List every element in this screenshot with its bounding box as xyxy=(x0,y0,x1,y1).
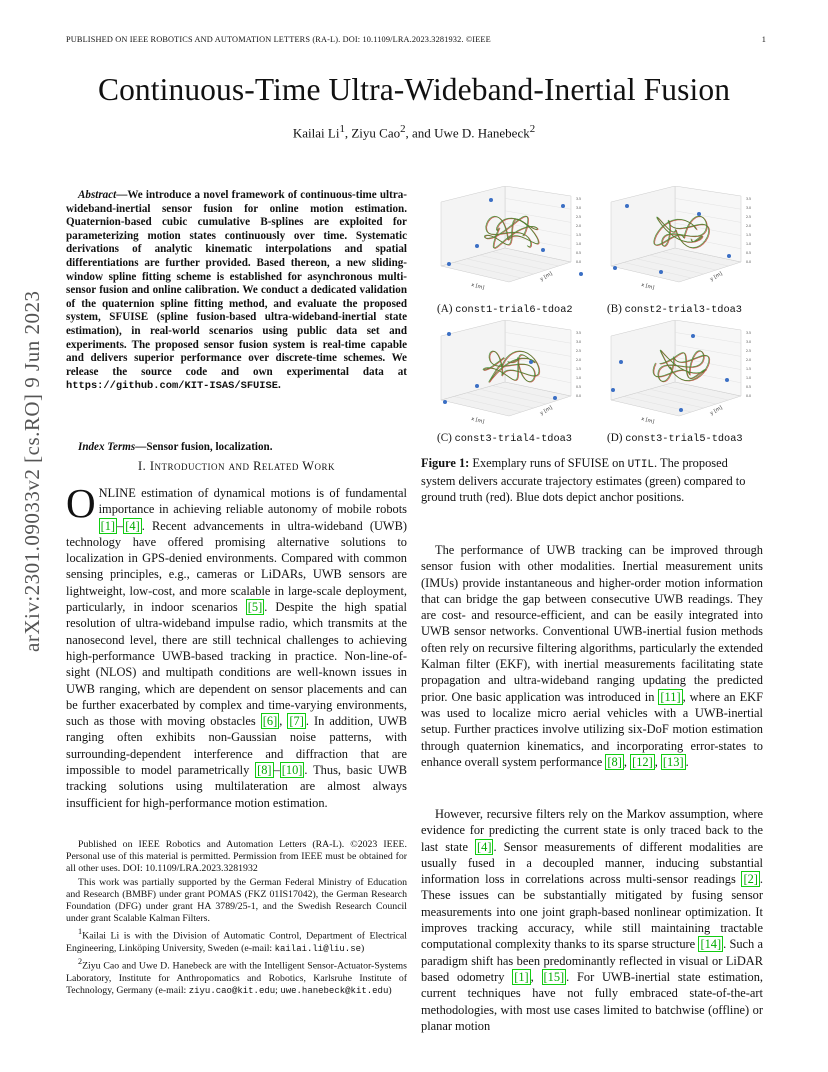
intro-text: – xyxy=(117,518,124,533)
author-3: Uwe D. Hanebeck xyxy=(434,125,530,141)
z-tick-label: 1.5 xyxy=(576,233,582,237)
body-text: The performance of UWB tracking can be improved through sensor fusion with other modalities. Inertial measurement units (IMUs) provide instantaneous and higher-order motion information that can bridge the gap between consecutive UWB readings. They are cost- and resource-efficient, and can be easily integrated into UWB sensor networks. Conventional UWB-inertial fusion methods often rely on recursive filtering algorithms, particularly the extended Kalman filter (EKF), with inertial measurements facilitating state propagation and ultra-wideband ranging updating the predicted prior. One basic application was introduced in xyxy=(421,543,763,704)
intro-text: . In addition, UWB ranging often exhibits non-Gaussian noise patterns, with surrounding-dependent interference and diffraction that are impossible to model parametrically xyxy=(66,714,407,778)
citation-link[interactable]: [7] xyxy=(289,714,304,729)
caption-label: Figure 1: xyxy=(421,456,470,470)
index-terms-text: —Sensor fusion, localization. xyxy=(135,441,273,453)
anchor-point xyxy=(619,360,623,364)
footnote-text: Ziyu Cao and Uwe D. Hanebeck are with the Intelligent Sensor-Actuator-Systems Laboratory, Institute for Anthropomatics and Robotics, Karlsruhe Institute of Technology, Germany (e-mail: xyxy=(66,960,407,996)
panel-name: const1-trial6-tdoa2 xyxy=(455,304,573,316)
z-tick-label: 2.0 xyxy=(746,224,752,228)
footnote-affil-1 xyxy=(66,926,407,955)
panel-label-b xyxy=(607,303,742,316)
panel-tag: (D) xyxy=(607,432,623,444)
drop-cap: O xyxy=(66,480,96,526)
z-tick-label: 0.0 xyxy=(576,260,582,264)
citation-link[interactable]: [1] xyxy=(100,518,116,533)
z-tick-label: 1.5 xyxy=(576,367,582,371)
footnote-marker: 1 xyxy=(78,927,83,937)
intro-paragraph xyxy=(66,480,407,811)
intro-text: . Despite the high spatial resolution of ultra-wideband impulse radio, which transmits at the nanosecond level, there are still technical challenges to achieving high-performance UWB-based tracking in practice. Non-line-of-sight (NLOS) and multipath conditions are well-known issues in UWB ranging, which are dependent on sensor placements and can be further exacerbated by complex and time-varying environments, such as those with moving obstacles xyxy=(66,600,407,729)
z-tick-label: 0.5 xyxy=(746,251,752,255)
z-tick-label: 3.0 xyxy=(746,340,752,344)
z-tick-label: 3.5 xyxy=(746,197,752,201)
footnote-text: Kailai Li is with the Division of Automatic Control, Department of Electrical Engineering, Linköping University, Sweden (e-mail: xyxy=(66,930,407,954)
z-tick-label: 1.0 xyxy=(746,242,752,246)
z-tick-label: 0.5 xyxy=(576,385,582,389)
body-text: . Such a paradigm shift has been predominantly reflected in visual or LiDAR based odometry xyxy=(421,937,764,984)
footnote-marker: 2 xyxy=(78,957,83,967)
z-tick-label: 2.5 xyxy=(746,215,752,219)
body-paragraph xyxy=(421,542,763,770)
citation-link[interactable]: [14] xyxy=(700,937,722,952)
footnotes xyxy=(66,839,407,998)
anchor-point xyxy=(447,332,451,336)
citation-link[interactable]: [8] xyxy=(607,754,622,769)
figure-caption xyxy=(421,455,763,505)
body-text: , xyxy=(654,754,661,769)
citation-link[interactable]: [4] xyxy=(125,518,140,533)
author-2-affil: 2 xyxy=(400,123,406,135)
section-title: Introduction and Related Work xyxy=(149,459,335,473)
x-axis-label: x [m] xyxy=(470,282,485,292)
anchor-point xyxy=(561,204,565,208)
z-tick-label: 3.5 xyxy=(576,331,582,335)
body-text: . xyxy=(685,754,689,769)
citation-link[interactable]: [6] xyxy=(262,714,278,729)
y-axis-label: y [m] xyxy=(709,404,724,417)
figure-1 xyxy=(431,186,761,456)
panel-label-a xyxy=(437,303,573,316)
section-heading xyxy=(66,459,407,474)
z-tick-label: 2.5 xyxy=(576,215,582,219)
z-tick-label: 3.5 xyxy=(576,197,582,201)
intro-text: . Thus, basic UWB tracking solutions using multilateration are almost always insufficient for high-performance motion estimation. xyxy=(66,763,407,810)
footnote-text: ) xyxy=(388,984,392,996)
anchor-point xyxy=(691,334,695,338)
figure-panel-b xyxy=(601,186,761,301)
caption-text: . The proposed system delivers accurate trajectory estimates (green) compared to ground truth (red). Blue dots depict anchor positions. xyxy=(421,456,746,504)
footnote-copyright: Published on IEEE Robotics and Automation Letters (RA-L). ©2023 IEEE. Personal use of this material is permitted. Permission from IEEE must be obtained for all other uses. DOI: 10.1109/LRA.2023.3281932 xyxy=(66,839,407,875)
arxiv-stamp: arXiv:2301.09033v2 [cs.RO] 9 Jun 2023 xyxy=(20,290,44,652)
citation-link[interactable]: [12] xyxy=(632,754,653,769)
panel-tag: (A) xyxy=(437,303,453,315)
z-tick-label: 0.5 xyxy=(746,385,752,389)
anchor-point xyxy=(579,272,583,276)
caption-dataset: UTIL xyxy=(627,459,655,471)
z-tick-label: 1.0 xyxy=(576,376,582,380)
figure-panel-a xyxy=(431,186,591,301)
panel-name: const3-trial4-tdoa3 xyxy=(454,433,572,445)
author-conjunction: and xyxy=(412,125,431,141)
anchor-point xyxy=(475,244,479,248)
anchor-point xyxy=(529,360,533,364)
z-tick-label: 1.0 xyxy=(576,242,582,246)
body-text: , xyxy=(623,754,631,769)
body-text: , xyxy=(530,969,542,984)
anchor-point xyxy=(489,198,493,202)
citation-link[interactable]: [2] xyxy=(743,872,758,887)
intro-text: NLINE estimation of dynamical motions is of fundamental importance in achieving reliable autonomy of mobile robots xyxy=(98,486,407,517)
author-1: Kailai Li xyxy=(292,125,340,141)
citation-link[interactable]: [10] xyxy=(281,763,303,778)
citation-link[interactable]: [11] xyxy=(660,689,681,704)
caption-text: Exemplary runs of SFUISE on xyxy=(469,456,628,470)
body-text: However, recursive filters rely on the Markov assumption, where evidence for predicting the current state is only traced back to the last state xyxy=(421,807,763,854)
z-tick-label: 3.0 xyxy=(576,206,582,210)
x-axis-label: x [m] xyxy=(640,282,655,292)
anchor-point xyxy=(613,266,617,270)
body-text: . Sensor measurements of different modalities are usually fused in a decoupled manner, inducing substantial information loss in correlations across multi-sensor readings xyxy=(421,839,764,887)
intro-text: , xyxy=(279,714,288,729)
anchor-point xyxy=(553,396,557,400)
abstract xyxy=(66,189,407,394)
panel-tag: (B) xyxy=(607,303,622,315)
author-3-affil: 2 xyxy=(529,123,536,135)
author-list: Kailai Li$^1$, Ziyu Cao$^2$, and Uwe D. Hanebeck$^2$ xyxy=(292,123,536,141)
panel-name: const2-trial3-tdoa3 xyxy=(624,304,742,316)
running-head xyxy=(66,35,766,44)
footnote-affil-2 xyxy=(66,956,407,997)
figure-panel-d xyxy=(601,320,761,435)
running-head-text: PUBLISHED ON IEEE ROBOTICS AND AUTOMATION LETTERS (RA-L). DOI: 10.1109/LRA.2023.3281932. ©IEEE xyxy=(66,35,491,44)
y-axis-label: y [m] xyxy=(709,270,724,283)
z-tick-label: 3.0 xyxy=(576,340,582,344)
paper-title: Continuous-Time Ultra-Wideband-Inertial Fusion xyxy=(97,72,731,107)
anchor-point xyxy=(611,388,615,392)
z-tick-label: 0.0 xyxy=(746,260,752,264)
anchor-point xyxy=(443,400,447,404)
body-text: , where an EKF was used to localize micro aerial vehicles with a UWB-inertial setup. Further practices involve utilizing six-DoF motion estimation through quaternion kinematics, and incorporating error-states to enhance overall system performance xyxy=(421,689,763,769)
anchor-point xyxy=(625,204,629,208)
trajectory-plot-a xyxy=(431,186,591,301)
figure-panel-c xyxy=(431,320,591,435)
y-axis-label: y [m] xyxy=(539,404,554,417)
anchor-point xyxy=(697,212,701,216)
email-link[interactable]: uwe.hanebeck@kit.edu xyxy=(280,985,389,996)
z-tick-label: 2.0 xyxy=(746,358,752,362)
z-tick-label: 3.0 xyxy=(746,206,752,210)
z-tick-label: 2.5 xyxy=(746,349,752,353)
intro-text: . Recent advancements in ultra-wideband (UWB) technology have offered promising alternative solutions to localization in GPS-denied environments. Compared with common sensing principles, e.g., cameras or LiDARs, UWB sensors are lightweight, low-cost, and more scalable in large-scale deployment, particularly, in indoor scenarios xyxy=(66,518,407,615)
citation-link[interactable]: [8] xyxy=(257,763,272,778)
anchor-point xyxy=(725,378,729,382)
z-tick-label: 0.0 xyxy=(746,394,752,398)
z-tick-label: 1.0 xyxy=(746,376,752,380)
body-paragraph xyxy=(421,806,763,1034)
footnote-text: ; xyxy=(275,984,281,996)
trajectory-plot-c xyxy=(431,320,591,435)
z-tick-label: 2.5 xyxy=(576,349,582,353)
citation-link[interactable]: [4] xyxy=(477,839,492,854)
panel-label-d xyxy=(607,432,743,445)
body-text: . These issues can be substantially mitigated by fusing sensor measurements into one joint graph-based nonlinear optimization. It improves tracking accuracy, while still maintaining tractable computational complexity thanks to its sparse structure xyxy=(421,872,763,952)
y-axis-label: y [m] xyxy=(539,270,554,283)
anchor-point xyxy=(447,262,451,266)
abstract-end: . xyxy=(278,379,281,392)
x-axis-label: x [m] xyxy=(470,416,485,426)
panel-name: const3-trial5-tdoa3 xyxy=(625,433,743,445)
footnote-text: ) xyxy=(361,942,365,954)
anchor-point xyxy=(679,408,683,412)
citation-link[interactable]: [15] xyxy=(543,969,565,984)
z-tick-label: 2.0 xyxy=(576,224,582,228)
citation-link[interactable]: [1] xyxy=(514,969,529,984)
anchor-point xyxy=(541,248,545,252)
anchor-point xyxy=(659,270,663,274)
anchor-point xyxy=(727,254,731,258)
abstract-label: Abstract xyxy=(78,189,117,201)
z-tick-label: 1.5 xyxy=(746,233,752,237)
z-tick-label: 0.5 xyxy=(576,251,582,255)
z-tick-label: 3.5 xyxy=(746,331,752,335)
trajectory-plot-b xyxy=(601,186,761,301)
source-code-link[interactable]: https://github.com/KIT-ISAS/SFUISE xyxy=(66,380,279,393)
panel-tag: (C) xyxy=(437,432,452,444)
x-axis-label: x [m] xyxy=(640,416,655,426)
index-terms xyxy=(66,441,407,455)
citation-link[interactable]: [5] xyxy=(247,600,263,615)
footnote-funding: This work was partially supported by the German Federal Ministry of Education and Research (BMBF) under grant POMAS (FKZ 01IS17042), the German Research Foundation (DFG) under grant HA 3789/25-1, and the Swedish Research Council under grant Scalable Kalman Filters. xyxy=(66,876,407,925)
section-number: I. xyxy=(138,459,147,473)
z-tick-label: 0.0 xyxy=(576,394,582,398)
author-1-affil: 1 xyxy=(339,123,345,135)
z-tick-label: 2.0 xyxy=(576,358,582,362)
index-terms-label: Index Terms xyxy=(78,441,136,453)
email-link[interactable]: kailai.li@liu.se xyxy=(274,943,362,954)
body-text: . For UWB-inertial state estimation, current techniques have not fully embraced state-of-the-art methodologies, with most use cases limited to batchwise (offline) or planar motion xyxy=(421,969,763,1033)
trajectory-plot-d xyxy=(601,320,761,435)
author-2: Ziyu Cao xyxy=(351,125,401,141)
citation-link[interactable]: [13] xyxy=(662,754,684,769)
intro-text: – xyxy=(273,763,280,778)
z-tick-label: 1.5 xyxy=(746,367,752,371)
panel-label-c xyxy=(437,432,572,445)
email-link[interactable]: ziyu.cao@kit.edu xyxy=(188,985,276,996)
anchor-point xyxy=(475,384,479,388)
page-number: 1 xyxy=(761,35,766,44)
abstract-text: —We introduce a novel framework of continuous-time ultra-wideband-inertial sensor fusion for online motion estimation. Quaternion-based cubic cumulative B-splines are exploited for parameterizing motion states continuously over time. Systematic derivations of analytic kinematic interpolations and spatial differentiations are further provided. Based thereon, a new sliding-window spline fitting scheme is established for asynchronous multi-sensor fusion and online calibration. We conduct a dedicated validation of the quaternion spline fitting method, and evaluate the proposed system, SFUISE (spline fusion-based ultra-wideband-inertial state estimation), in real-world scenarios using public data set and experiments. The proposed sensor fusion system is real-time capable and delivers superior performance over discrete-time schemes. We release the source code and own experimental data at xyxy=(66,189,407,378)
